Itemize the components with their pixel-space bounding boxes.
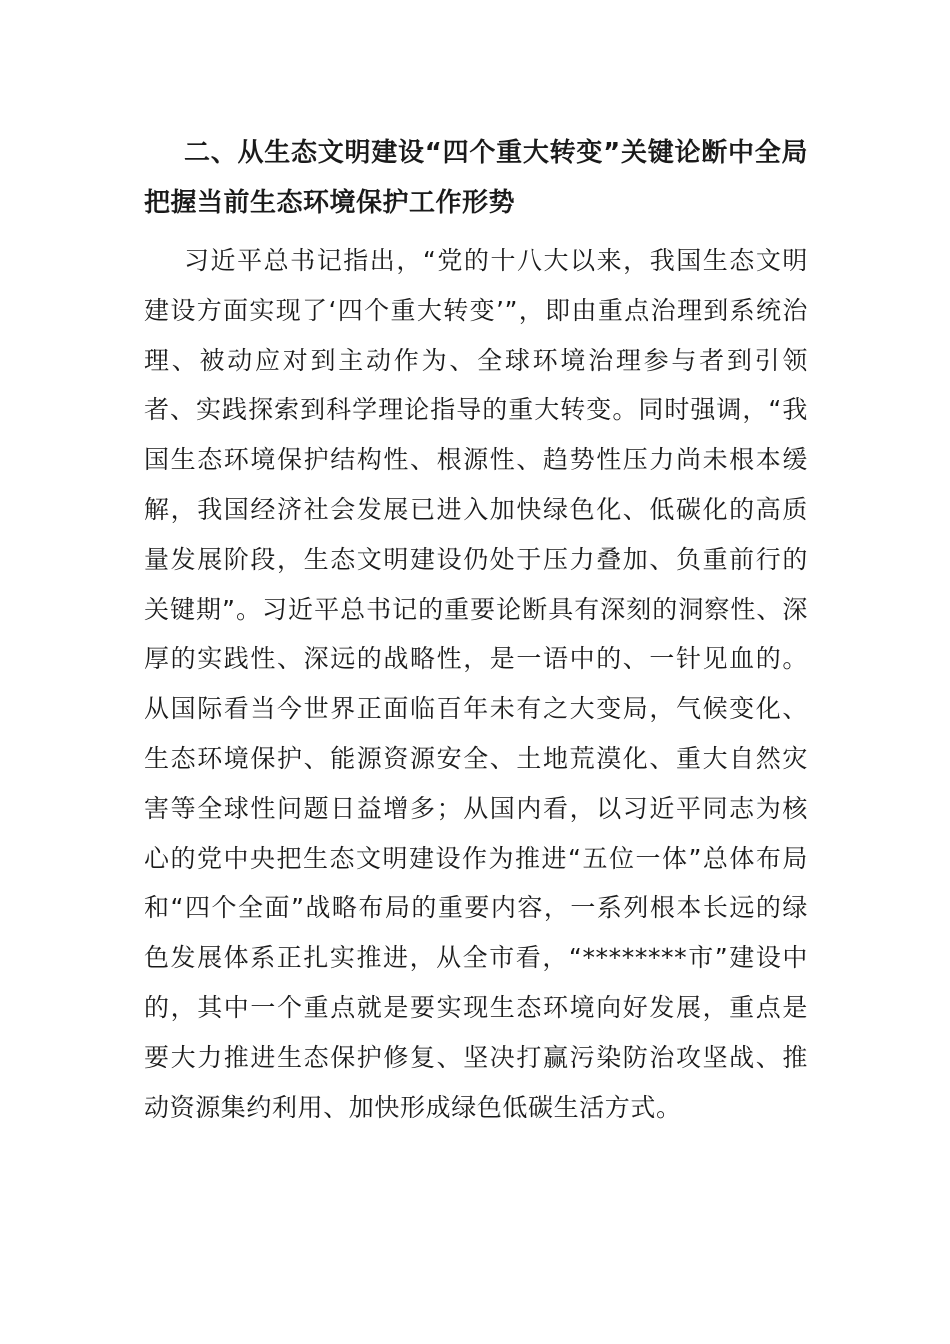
document-content: [144, 128, 808, 1132]
section-heading: 二、从生态文明建设“四个重大转变”关键论断中全局把握当前生态环境保护工作形势: [144, 138, 808, 218]
body-paragraph: 习近平总书记指出，“党的十八大以来，我国生态文明建设方面实现了‘四个重大转变’”，即由重点治理到系统治理、被动应对到主动作为、全球环境治理参与者到引领者、实践探索到科学理论指导的重大转变。同时强调，“我国生态环境保护结构性、根源性、趋势性压力尚未根本缓解，我国经济社会发展已进入加快绿色化、低碳化的高质量发展阶段，生态文明建设仍处于压力叠加、负重前行的关键期”。习近平总书记的重要论断具有深刻的洞察性、深厚的实践性、深远的战略性，是一语中的、一针见血的。从国际看当今世界正面临百年未有之大变局，气候变化、生态环境保护、能源资源安全、土地荒漠化、重大自然灾害等全球性问题日益增多；从国内看，以习近平同志为核心的党中央把生态文明建设作为推进“五位一体”总体布局和“四个全面”战略布局的重要内容，一系列根本长远的绿色发展体系正扎实推进，从全市看，“********市”建设中的，其中一个重点就是要实现生态环境向好发展，重点是要大力推进生态保护修复、坚决打赢污染防治攻坚战、推动资源集约利用、加快形成绿色低碳生活方式。: [144, 246, 808, 1122]
